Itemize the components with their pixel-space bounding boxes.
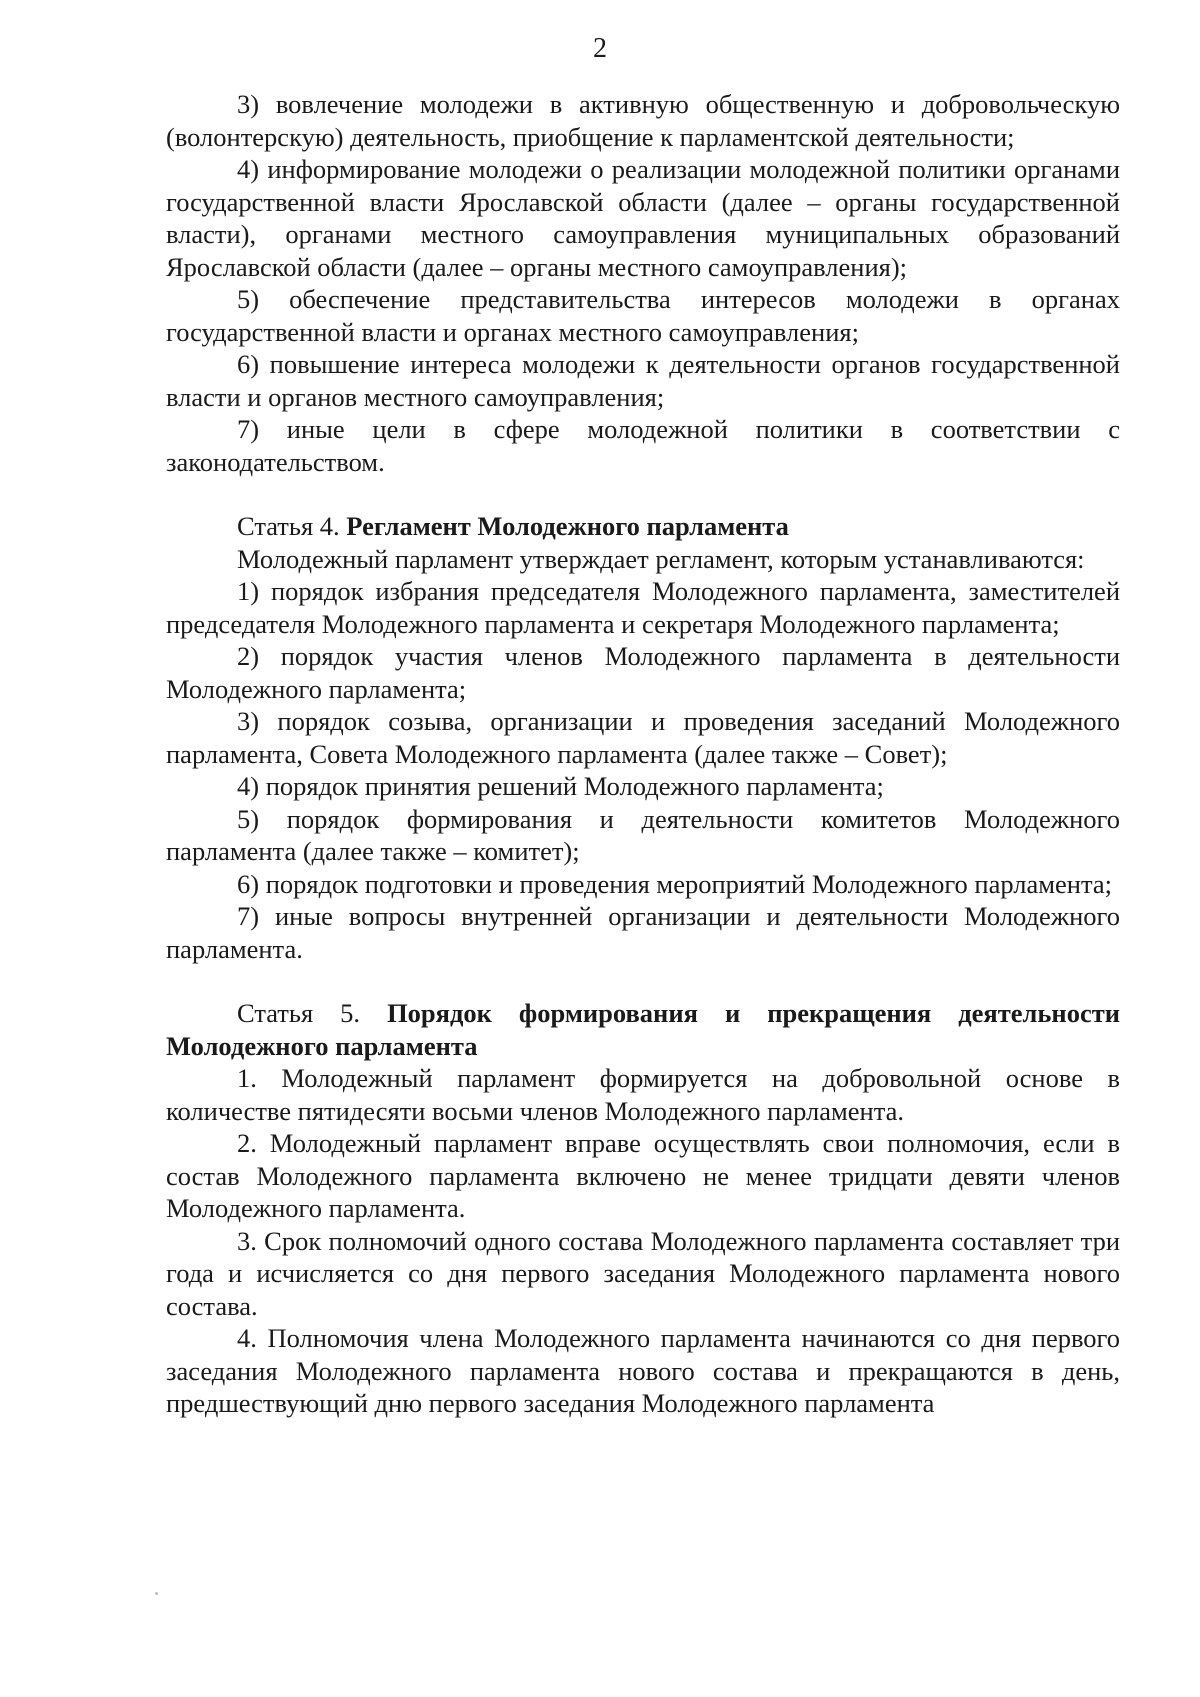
article-5-item: 1. Молодежный парламент формируется на добровольной основе в количестве пятидесяти восьми членов Молодежного парламента. <box>166 1063 1120 1126</box>
article-5-item: 4. Полномочия члена Молодежного парламента начинаются со дня первого заседания Молодежного парламента нового состава и прекращаются в день, предшествующий дню первого заседания Молодежного парламента <box>166 1323 1120 1418</box>
article-5-item: 3. Срок полномочий одного состава Молодежного парламента составляет три года и исчисляется со дня первого заседания Молодежного парламента нового состава. <box>166 1225 1120 1321</box>
goal-item: 3) вовлечение молодежи в активную общественную и добровольческую (волонтерскую) деятельность, приобщение к парламентской деятельности; <box>166 89 1120 152</box>
scan-speck <box>155 1592 158 1595</box>
article-4-label: Статья 4. <box>237 511 340 541</box>
article-4-item: 4) порядок принятия решений Молодежного парламента; <box>237 771 884 801</box>
article-4-item: 3) порядок созыва, организации и проведения заседаний Молодежного парламента, Совета Молодежного парламента (далее также – Совет); <box>166 706 1120 769</box>
section-spacer <box>166 965 1120 997</box>
document-body <box>166 88 1120 1420</box>
page-number: 2 <box>593 33 607 64</box>
article-5-label: Статья 5. <box>237 998 361 1028</box>
article-5-item: 2. Молодежный парламент вправе осуществлять свои полномочия, если в состав Молодежного парламента включено не менее тридцати девяти членов Молодежного парламента. <box>166 1128 1120 1223</box>
article-4-item: 6) порядок подготовки и проведения мероприятий Молодежного парламента; <box>237 868 1112 899</box>
article-5-heading <box>166 997 1120 1062</box>
article-4-item: 5) порядок формирования и деятельности комитетов Молодежного парламента (далее также – комитет); <box>166 803 1120 866</box>
goal-item: 6) повышение интереса молодежи к деятельности органов государственной власти и органов местного самоуправления; <box>166 349 1120 412</box>
goal-item: 7) иные цели в сфере молодежной политики в соответствии с законодательством. <box>166 414 1120 477</box>
goal-item: 4) информирование молодежи о реализации молодежной политики органами государственной власти Ярославской области (далее – органы государственной власти), органами местного самоуправления муниципальных образований Ярославской области (далее – органы местного самоуправления); <box>166 154 1120 282</box>
article-4-item: 1) порядок избрания председателя Молодежного парламента, заместителей председателя Молодежного парламента и секретаря Молодежного парламента; <box>166 576 1120 639</box>
article-4-intro: Молодежный парламент утверждает регламент, которым устанавливаются: <box>237 543 1085 574</box>
article-4-item: 7) иные вопросы внутренней организации и деятельности Молодежного парламента. <box>166 901 1120 964</box>
goal-item: 5) обеспечение представительства интересов молодежи в органах государственной власти и органах местного самоуправления; <box>166 284 1120 347</box>
article-4-title: Регламент Молодежного парламента <box>346 511 789 541</box>
article-5-title: Порядок формирования и прекращения деятельности Молодежного парламента <box>166 998 1120 1061</box>
article-4-item: 2) порядок участия членов Молодежного парламента в деятельности Молодежного парламента; <box>166 641 1120 704</box>
section-spacer <box>166 478 1120 510</box>
article-4-heading <box>166 510 1120 543</box>
